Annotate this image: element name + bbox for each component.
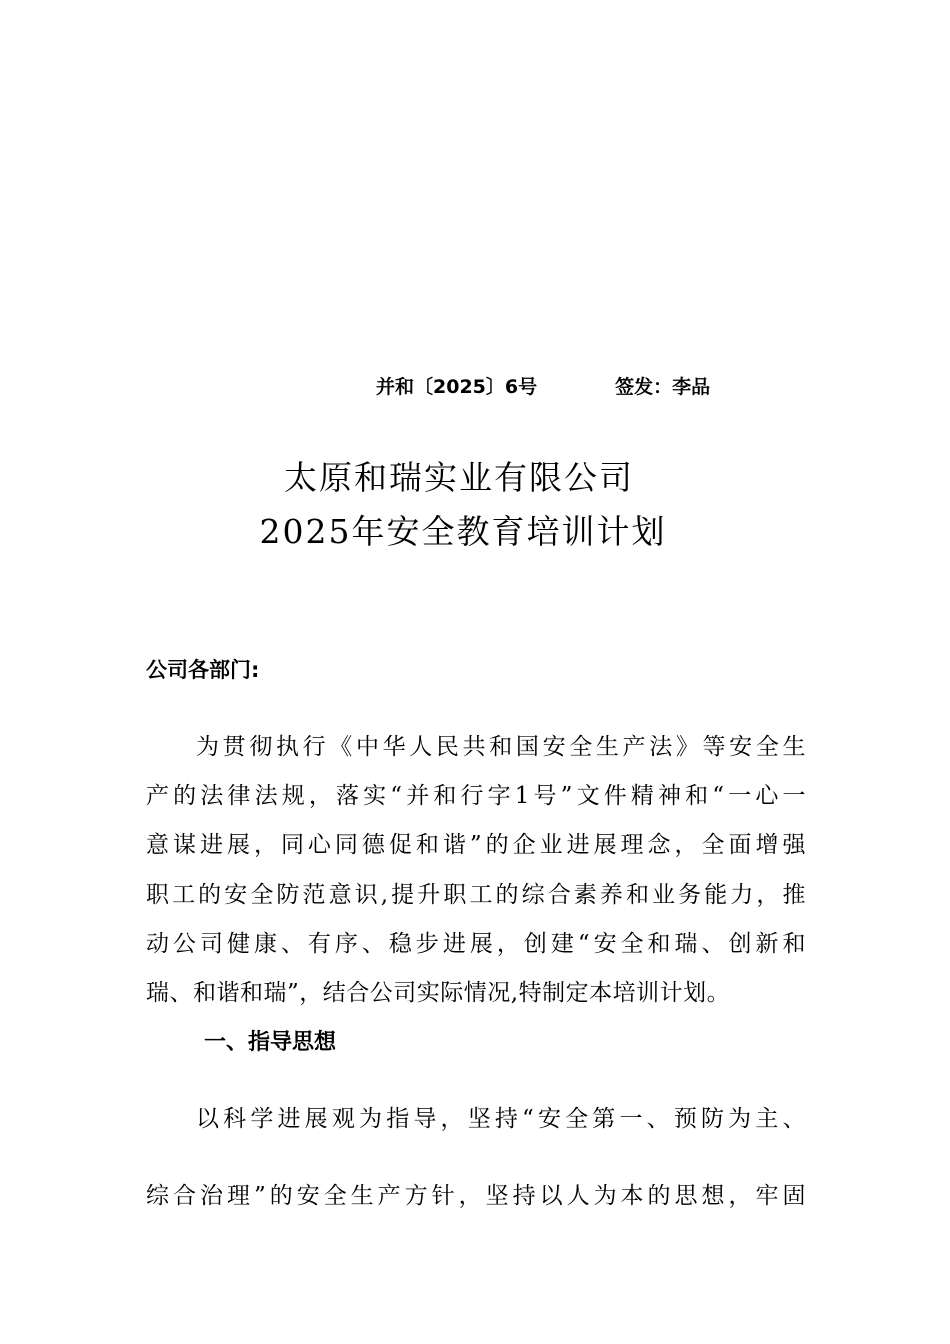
- intro-paragraph-line: 动公司健康、有序、稳步进展，创建“安全和瑞、创新和: [146, 931, 806, 957]
- document-number: 并和〔2025〕6号: [376, 376, 538, 398]
- document-title-company: 太原和瑞实业有限公司: [284, 458, 634, 497]
- document-number-line: [376, 372, 710, 399]
- intro-paragraph-line: 意谋进展，同心同德促和谐”的企业进展理念，全面增强: [146, 832, 806, 858]
- intro-paragraph-line: 职工的安全防范意识,提升职工的综合素养和业务能力，推: [146, 882, 806, 908]
- intro-paragraph-line: 产的法律法规，落实“并和行字1号”文件精神和“一心一: [146, 783, 806, 809]
- signer: 签发：李品: [615, 376, 711, 398]
- section-paragraph-line: 以科学进展观为指导，坚持“安全第一、预防为主、: [196, 1106, 806, 1132]
- section-heading-guiding-ideology: 一、指导思想: [204, 1030, 337, 1055]
- document-title-plan: 2025年安全教育培训计划: [259, 512, 667, 551]
- section-paragraph-line: 综合治理”的安全生产方针，坚持以人为本的思想，牢固: [146, 1183, 806, 1209]
- salutation: 公司各部门:: [146, 658, 260, 682]
- intro-paragraph-line: 瑞、和谐和瑞”，结合公司实际情况,特制定本培训计划。: [146, 980, 731, 1006]
- intro-paragraph-line: 为贯彻执行《中华人民共和国安全生产法》等安全生: [196, 734, 806, 760]
